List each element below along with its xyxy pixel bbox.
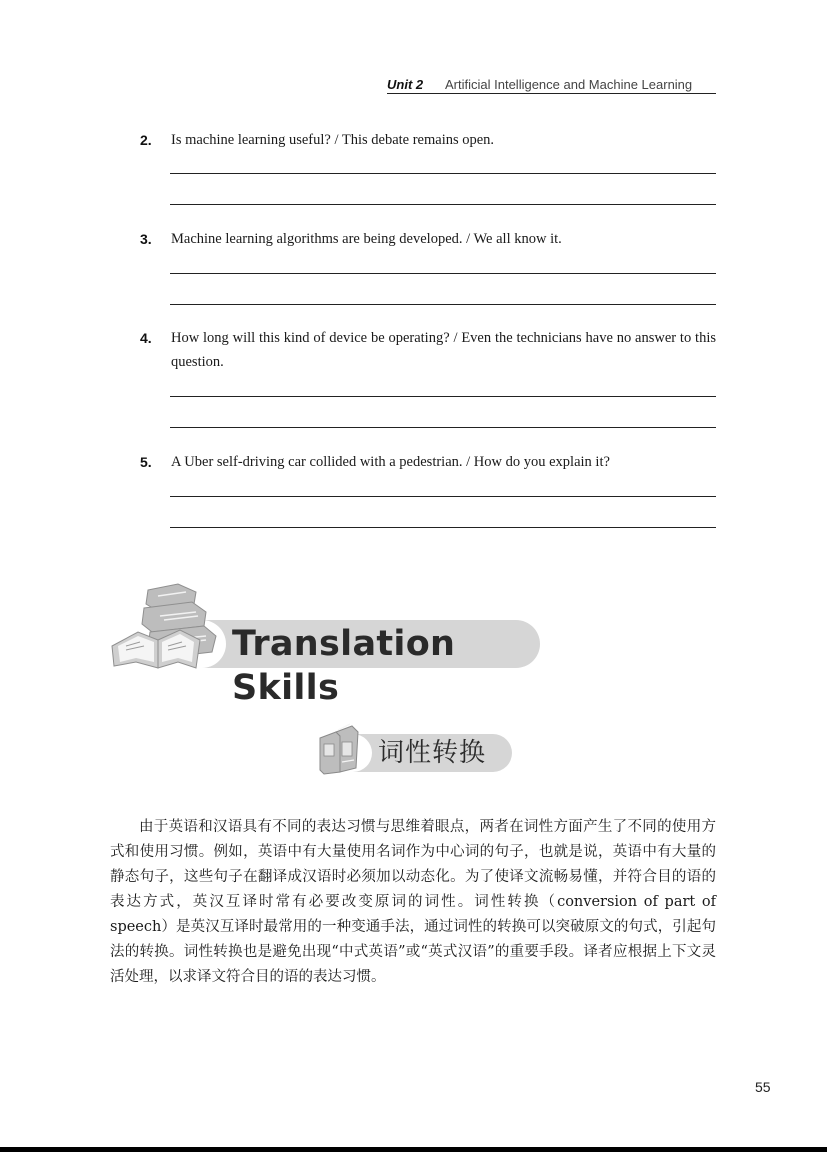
running-head — [387, 76, 716, 94]
answer-line[interactable] — [170, 496, 716, 497]
subsection-banner — [316, 722, 516, 778]
section-title: Translation Skills — [232, 624, 456, 708]
answer-line[interactable] — [170, 427, 716, 428]
exercise-number: 3. — [140, 231, 152, 247]
exercise-number: 2. — [140, 132, 152, 148]
subsection-title: 词性转换 — [378, 738, 487, 768]
exercise-prompt: Machine learning algorithms are being developed. / We all know it. — [171, 231, 562, 247]
unit-label: Unit 2 — [387, 77, 424, 92]
books-icon — [108, 582, 220, 672]
answer-line[interactable] — [170, 273, 716, 274]
answer-line[interactable] — [170, 304, 716, 305]
bottom-rule — [0, 1147, 827, 1152]
answer-line[interactable] — [170, 204, 716, 205]
section-banner — [108, 582, 548, 708]
body-paragraph: 由于英语和汉语具有不同的表达习惯与思维着眼点，两者在词性方面产生了不同的使用方式和使用习惯。例如，英语中有大量使用名词作为中心词的句子，也就是说，英语中有大量的静态句子，这些句子在翻译成汉语时必须加以动态化。为了使译文流畅易懂，并符合目的语的表达方式，英汉互译时常有必要改变原词的词性。词性转换（conversion of part of speech）是英汉互译时最常用的一种变通手法，通过词性的转换可以突破原文的句式，引起句法的转换。词性转换也是避免出现“中式英语”或“英式汉语”的重要手段。译者应根据上下文灵活处理，以求译文符合目的语的表达习惯。 — [110, 818, 716, 985]
exercise-number: 5. — [140, 454, 152, 470]
unit-title: Artificial Intelligence and Machine Learning — [445, 77, 693, 92]
page-number: 55 — [755, 1079, 771, 1095]
answer-line[interactable] — [170, 396, 716, 397]
exercise-prompt: How long will this kind of device be operating? / Even the technicians have no answer to this question. — [171, 330, 716, 370]
exercise-prompt: A Uber self-driving car collided with a pedestrian. / How do you explain it? — [171, 454, 610, 470]
answer-line[interactable] — [170, 527, 716, 528]
answer-line[interactable] — [170, 173, 716, 174]
exercise-prompt: Is machine learning useful? / This debate remains open. — [171, 132, 495, 148]
book-icon — [316, 722, 362, 776]
exercise-number: 4. — [140, 330, 152, 346]
